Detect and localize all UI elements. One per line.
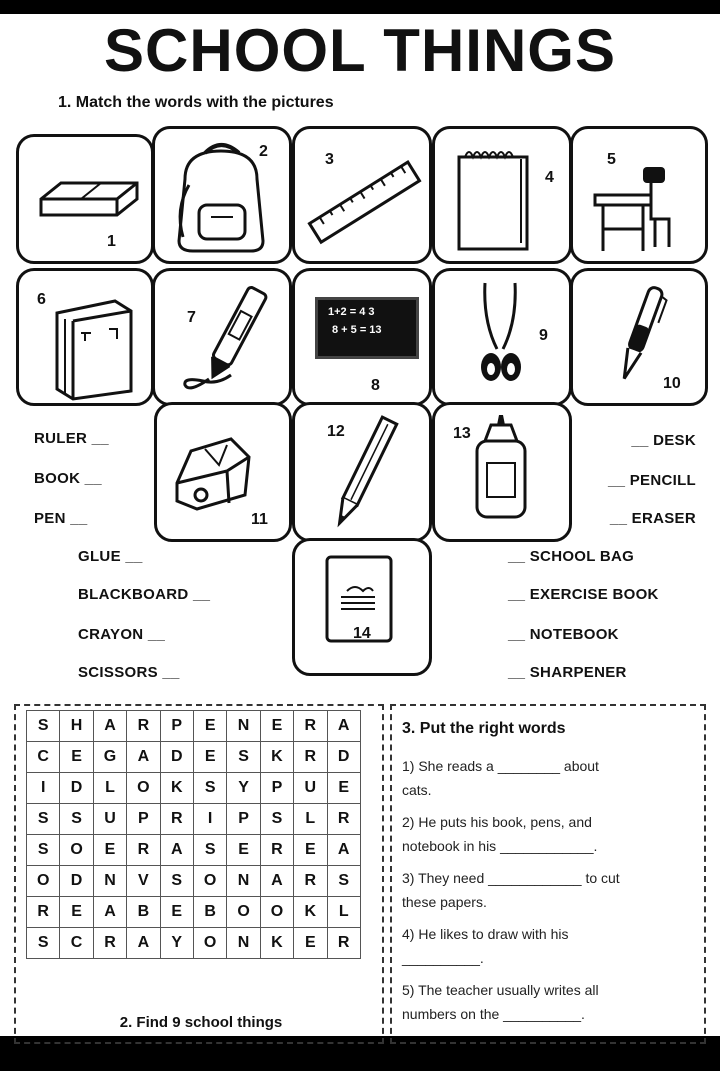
picture-tile-11 [154,402,292,542]
grid-row [27,866,361,897]
match-word: SCISSORS __ [78,664,180,681]
match-word: __ DESK [631,432,696,449]
picture-number: 3 [325,151,334,168]
grid-letter: N [227,711,260,742]
notebook-icon [435,129,569,261]
grid-letter: D [160,742,193,773]
grid-row [27,835,361,866]
picture-tile-5 [570,126,708,264]
school-bag-icon [155,129,289,261]
picture-number: 12 [327,423,345,440]
match-word: RULER __ [34,430,109,447]
exercise3-title: 3. Put the right words [402,720,566,737]
grid-letter: S [27,928,60,959]
grid-letter: E [160,897,193,928]
exercise1-instruction: 1. Match the words with the pictures [58,94,334,111]
grid-letter: R [327,928,360,959]
grid-row [27,928,361,959]
word-search-caption: 2. Find 9 school things [119,1014,283,1031]
grid-letter: P [227,804,260,835]
worksheet [0,14,720,1036]
question-line: 3) They need ____________ to cut [402,870,620,886]
picture-tile-10 [570,268,708,406]
grid-letter: I [27,773,60,804]
grid-letter: S [193,773,226,804]
grid-letter: R [294,711,327,742]
grid-letter: O [27,866,60,897]
pencil-icon [295,405,429,539]
question-line: notebook in his ____________. [402,838,598,854]
grid-letter: H [60,711,93,742]
match-word: BOOK __ [34,470,102,487]
blackboard-icon [315,297,419,359]
picture-number: 1 [107,233,116,250]
question-3 [402,866,702,914]
grid-row [27,711,361,742]
grid-letter: K [294,897,327,928]
grid-letter: K [260,742,293,773]
grid-letter: S [60,804,93,835]
grid-letter: V [127,866,160,897]
desk-icon [573,129,705,261]
grid-letter: U [294,773,327,804]
picture-tile-14 [292,538,432,676]
grid-letter: U [93,804,126,835]
question-4 [402,922,702,970]
grid-letter: O [260,897,293,928]
grid-letter: O [60,835,93,866]
picture-number: 10 [663,375,681,392]
grid-letter: E [227,835,260,866]
crayon-icon [155,271,289,403]
match-word: __ ERASER [609,510,696,527]
grid-letter: E [193,711,226,742]
grid-letter: R [260,835,293,866]
grid-letter: S [227,742,260,773]
grid-letter: E [60,742,93,773]
pen-icon [573,271,705,403]
grid-letter: S [193,835,226,866]
board-equation: 1+2 = 4 3 [328,306,375,318]
picture-number: 8 [371,377,380,394]
grid-letter: E [294,835,327,866]
picture-tile-7 [152,268,292,406]
grid-letter: N [93,866,126,897]
picture-tile-6 [16,268,154,406]
match-word: __ PENCILL [607,472,696,489]
grid-row [27,804,361,835]
right-words-box [390,704,706,1044]
match-word: BLACKBOARD __ [78,586,211,603]
word-search-grid [26,710,361,959]
match-word: __ SCHOOL BAG [508,548,635,565]
picture-tile-12 [292,402,432,542]
grid-letter: E [294,928,327,959]
grid-letter: A [127,742,160,773]
grid-letter: R [160,804,193,835]
grid-letter: L [294,804,327,835]
grid-letter: B [193,897,226,928]
picture-number: 4 [545,169,554,186]
grid-letter: R [327,804,360,835]
page-title: SCHOOL THINGS [104,17,616,84]
picture-tile-1 [16,134,154,264]
grid-letter: A [127,928,160,959]
grid-letter: E [260,711,293,742]
question-line: numbers on the __________. [402,1006,585,1022]
picture-tile-13 [432,402,572,542]
question-2 [402,810,702,858]
grid-letter: R [27,897,60,928]
word-search-box [14,704,384,1044]
grid-letter: Y [160,928,193,959]
grid-letter: A [160,835,193,866]
question-line: 1) She reads a ________ about [402,758,599,774]
grid-letter: L [93,773,126,804]
scissors-icon [435,271,569,403]
grid-row [27,897,361,928]
grid-letter: S [27,711,60,742]
grid-row [27,773,361,804]
grid-letter: A [327,711,360,742]
grid-letter: P [260,773,293,804]
grid-letter: O [127,773,160,804]
grid-letter: L [327,897,360,928]
grid-letter: S [27,835,60,866]
grid-letter: N [227,866,260,897]
grid-letter: D [60,866,93,897]
grid-letter: A [327,835,360,866]
grid-letter: R [294,742,327,773]
picture-number: 11 [251,511,268,528]
match-word: GLUE __ [78,548,143,565]
question-line: these papers. [402,894,487,910]
grid-letter: K [260,928,293,959]
ruler-icon [295,129,429,261]
match-word: __ EXERCISE BOOK [508,586,659,603]
grid-letter: S [327,866,360,897]
grid-letter: I [193,804,226,835]
match-word: PEN __ [34,510,88,527]
exercise-book-icon [295,541,429,673]
grid-letter: O [193,928,226,959]
picture-tile-9 [432,268,572,406]
grid-letter: E [93,835,126,866]
question-line: cats. [402,782,432,798]
grid-letter: P [127,804,160,835]
question-line: 2) He puts his book, pens, and [402,814,592,830]
picture-tile-8 [292,268,432,406]
grid-letter: E [193,742,226,773]
eraser-icon [19,137,151,261]
grid-letter: O [227,897,260,928]
question-line: 4) He likes to draw with his [402,926,569,942]
match-word: CRAYON __ [78,626,166,643]
grid-letter: C [27,742,60,773]
grid-letter: R [127,711,160,742]
grid-letter: A [93,711,126,742]
grid-letter: D [327,742,360,773]
question-5 [402,978,702,1026]
grid-letter: S [160,866,193,897]
picture-tile-3 [292,126,432,264]
picture-number: 5 [607,151,616,168]
grid-row [27,742,361,773]
grid-letter: R [294,866,327,897]
picture-number: 14 [353,625,371,642]
grid-letter: E [60,897,93,928]
match-word: __ NOTEBOOK [508,626,619,643]
grid-letter: N [227,928,260,959]
grid-letter: R [93,928,126,959]
grid-letter: E [327,773,360,804]
grid-letter: S [27,804,60,835]
grid-letter: R [127,835,160,866]
grid-letter: A [93,897,126,928]
grid-letter: Y [227,773,260,804]
grid-letter: B [127,897,160,928]
grid-letter: C [60,928,93,959]
picture-number: 13 [453,425,471,442]
grid-letter: K [160,773,193,804]
picture-number: 7 [187,309,196,326]
grid-letter: P [160,711,193,742]
picture-tile-2 [152,126,292,264]
sharpener-icon [157,405,289,539]
picture-number: 9 [539,327,548,344]
question-1 [402,754,702,802]
picture-number: 2 [259,143,268,160]
grid-letter: A [260,866,293,897]
picture-tile-4 [432,126,572,264]
board-equation: 8 + 5 = 13 [332,324,382,336]
grid-letter: S [260,804,293,835]
grid-letter: D [60,773,93,804]
question-line: 5) The teacher usually writes all [402,982,599,998]
question-line: __________. [402,950,484,966]
match-word: __ SHARPENER [508,664,627,681]
grid-letter: G [93,742,126,773]
grid-letter: O [193,866,226,897]
picture-number: 6 [37,291,46,308]
